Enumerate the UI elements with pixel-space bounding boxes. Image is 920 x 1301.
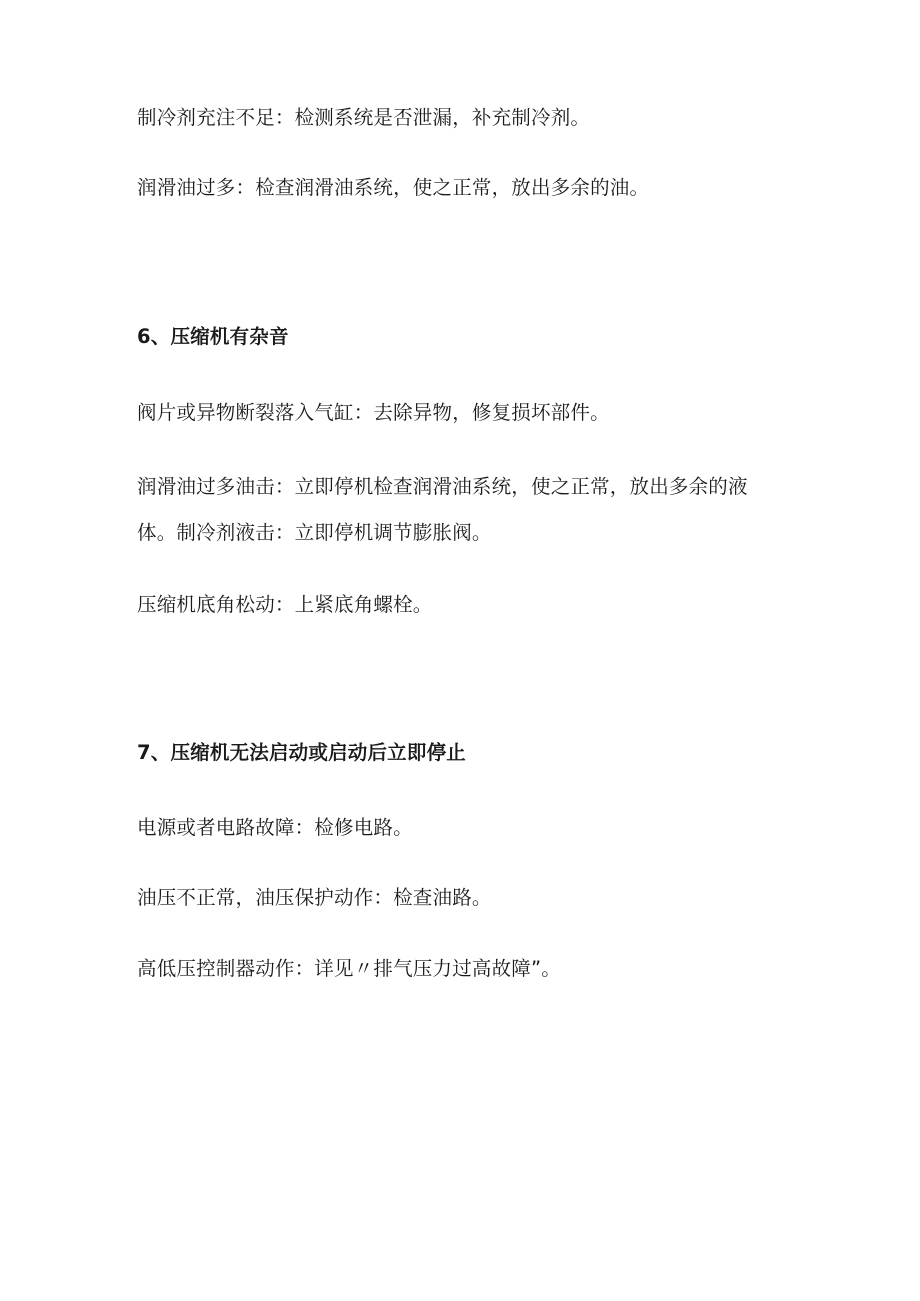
paragraph-loose-foot: 压缩机底角松动：上紧底角螺栓。 (137, 593, 433, 616)
paragraph-refrigerant-undercharge: 制冷剂充注不足：检测系统是否泄漏，补充制冷剂。 (137, 106, 591, 129)
paragraph-power-fault: 电源或者电路故障：检修电路。 (137, 816, 413, 839)
paragraph-excess-lubricant: 润滑油过多：检查润滑油系统，使之正常，放出多余的油。 (137, 176, 650, 199)
section-heading-compressor-noise: 6、压缩机有杂音 (137, 325, 289, 348)
paragraph-oil-slugging-line2: 体。制冷剂液击：立即停机调节膨胀阀。 (137, 521, 492, 544)
paragraph-pressure-controller: 高低压控制器动作：详见〃排气压力过高故障”。 (137, 957, 562, 980)
section-heading-compressor-start-failure: 7、压缩机无法启动或启动后立即停止 (137, 741, 466, 764)
paragraph-oil-pressure: 油压不正常，油压保护动作：检查油路。 (137, 886, 492, 909)
paragraph-valve-debris: 阀片或异物断裂落入气缸：去除异物，修复损坏部件。 (137, 401, 610, 424)
paragraph-oil-slugging-line1: 润滑油过多油击：立即停机检查润滑油系统，使之正常，放出多余的液 (137, 475, 748, 498)
